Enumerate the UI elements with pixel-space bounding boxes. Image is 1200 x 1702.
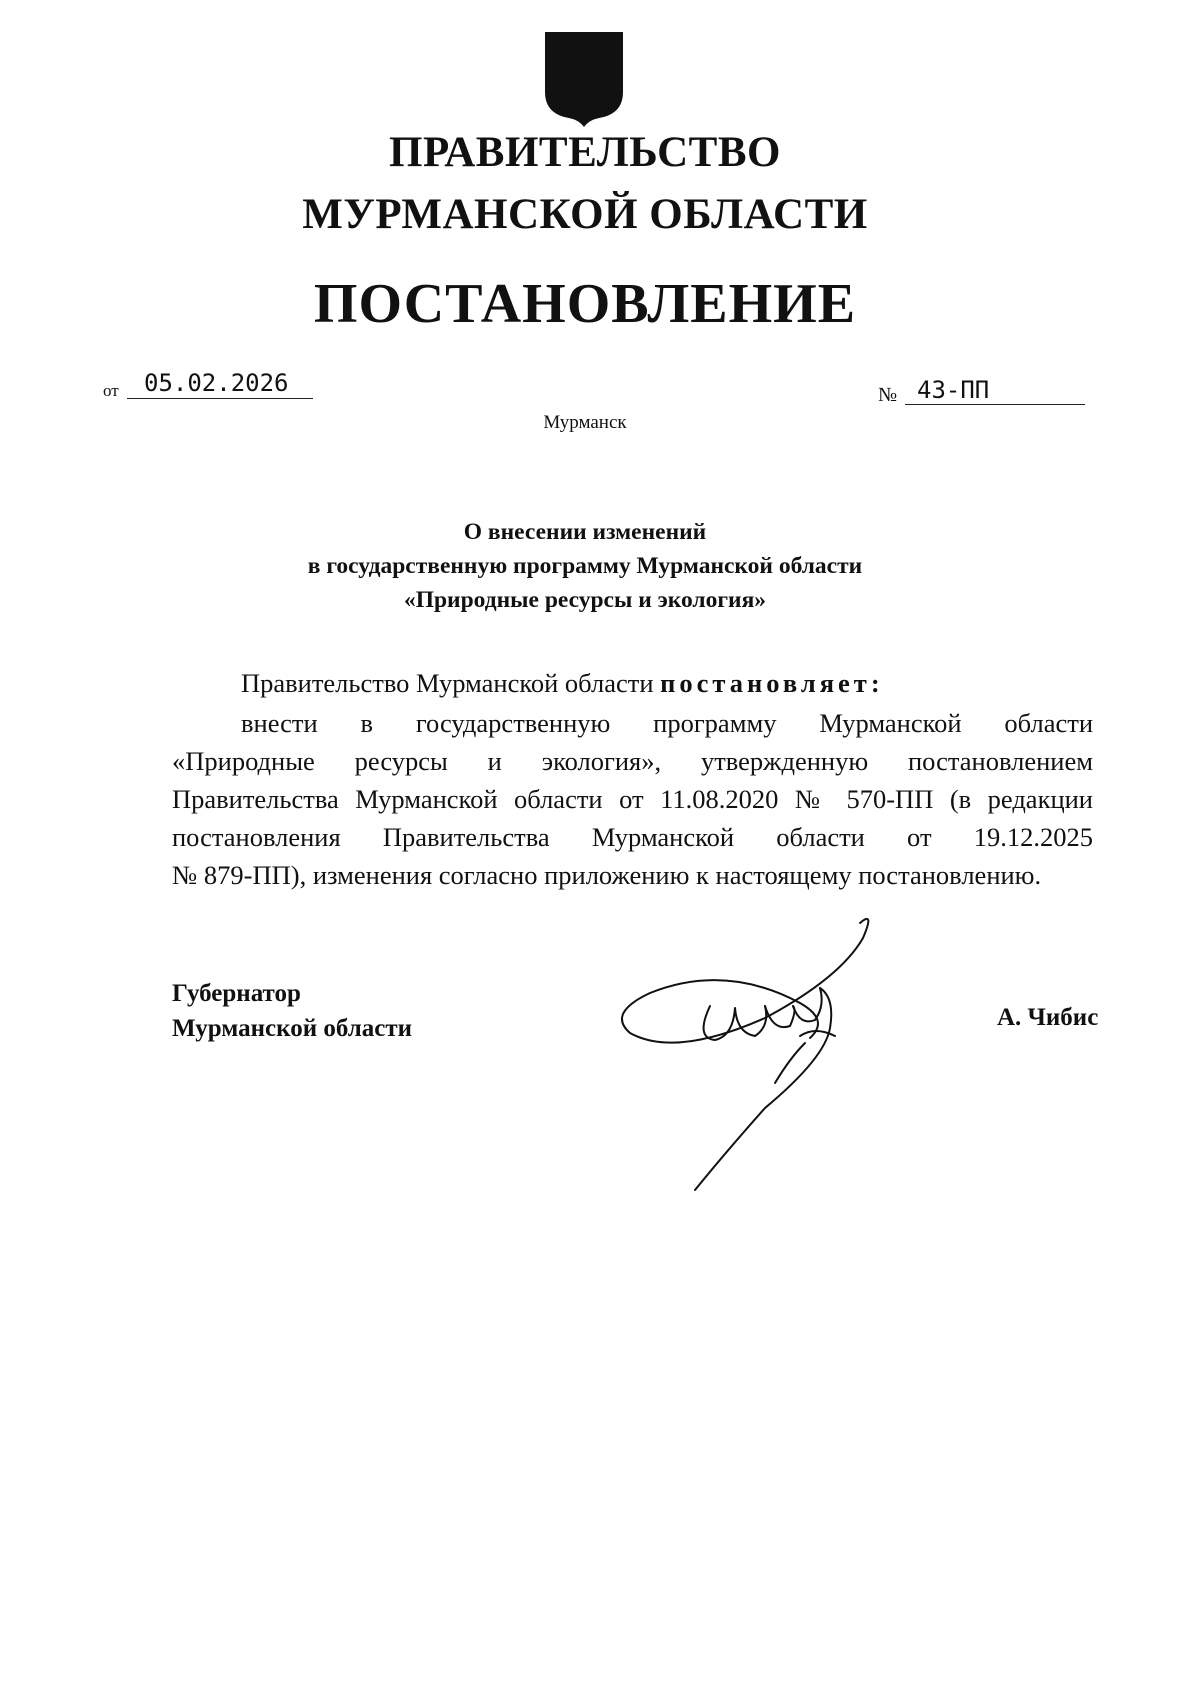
coat-of-arms-emblem <box>543 30 625 128</box>
body-intro-line <box>241 668 884 699</box>
org-name-line-2: МУРМАНСКОЙ ОБЛАСТИ <box>302 191 868 238</box>
subject-line-3: «Природные ресурсы и экология» <box>403 587 767 613</box>
document-subject <box>0 515 1170 617</box>
body-line-3: Правительства Мурманской области от 11.08.2020 № 570-ПП (в редакции <box>172 784 1093 814</box>
subject-line-1: О внесении изменений <box>463 519 707 545</box>
position-line-1: Губернатор <box>172 980 301 1007</box>
signatory-position <box>172 976 412 1046</box>
body-intro: Правительство Мурманской области <box>241 668 654 698</box>
position-line-2: Мурманской области <box>172 1015 413 1042</box>
document-date: 05.02.2026 <box>127 368 313 399</box>
org-name-line-1: ПРАВИТЕЛЬСТВО <box>389 129 781 176</box>
body-line-5: № 879-ПП), изменения согласно приложению к настоящему постановлению. <box>172 860 1042 890</box>
signer-name: А. Чибис <box>997 1004 1099 1031</box>
body-line-1: внести в государственную программу Мурманской области <box>241 708 1093 738</box>
decree-word: постановляет: <box>660 668 884 698</box>
document-type: ПОСТАНОВЛЕНИЕ <box>313 273 857 335</box>
subject-line-2: в государственную программу Мурманской области <box>307 553 863 579</box>
date-prefix: от <box>103 381 119 400</box>
body-line-4: постановления Правительства Мурманской области от 19.12.2025 <box>172 822 1093 852</box>
handwritten-signature <box>615 908 875 1198</box>
body-line-2: «Природные ресурсы и экология», утвержденную постановлением <box>172 746 1093 776</box>
number-prefix: № <box>878 384 898 406</box>
document-number: 43-ПП <box>905 376 1085 405</box>
city: Мурманск <box>543 412 627 433</box>
